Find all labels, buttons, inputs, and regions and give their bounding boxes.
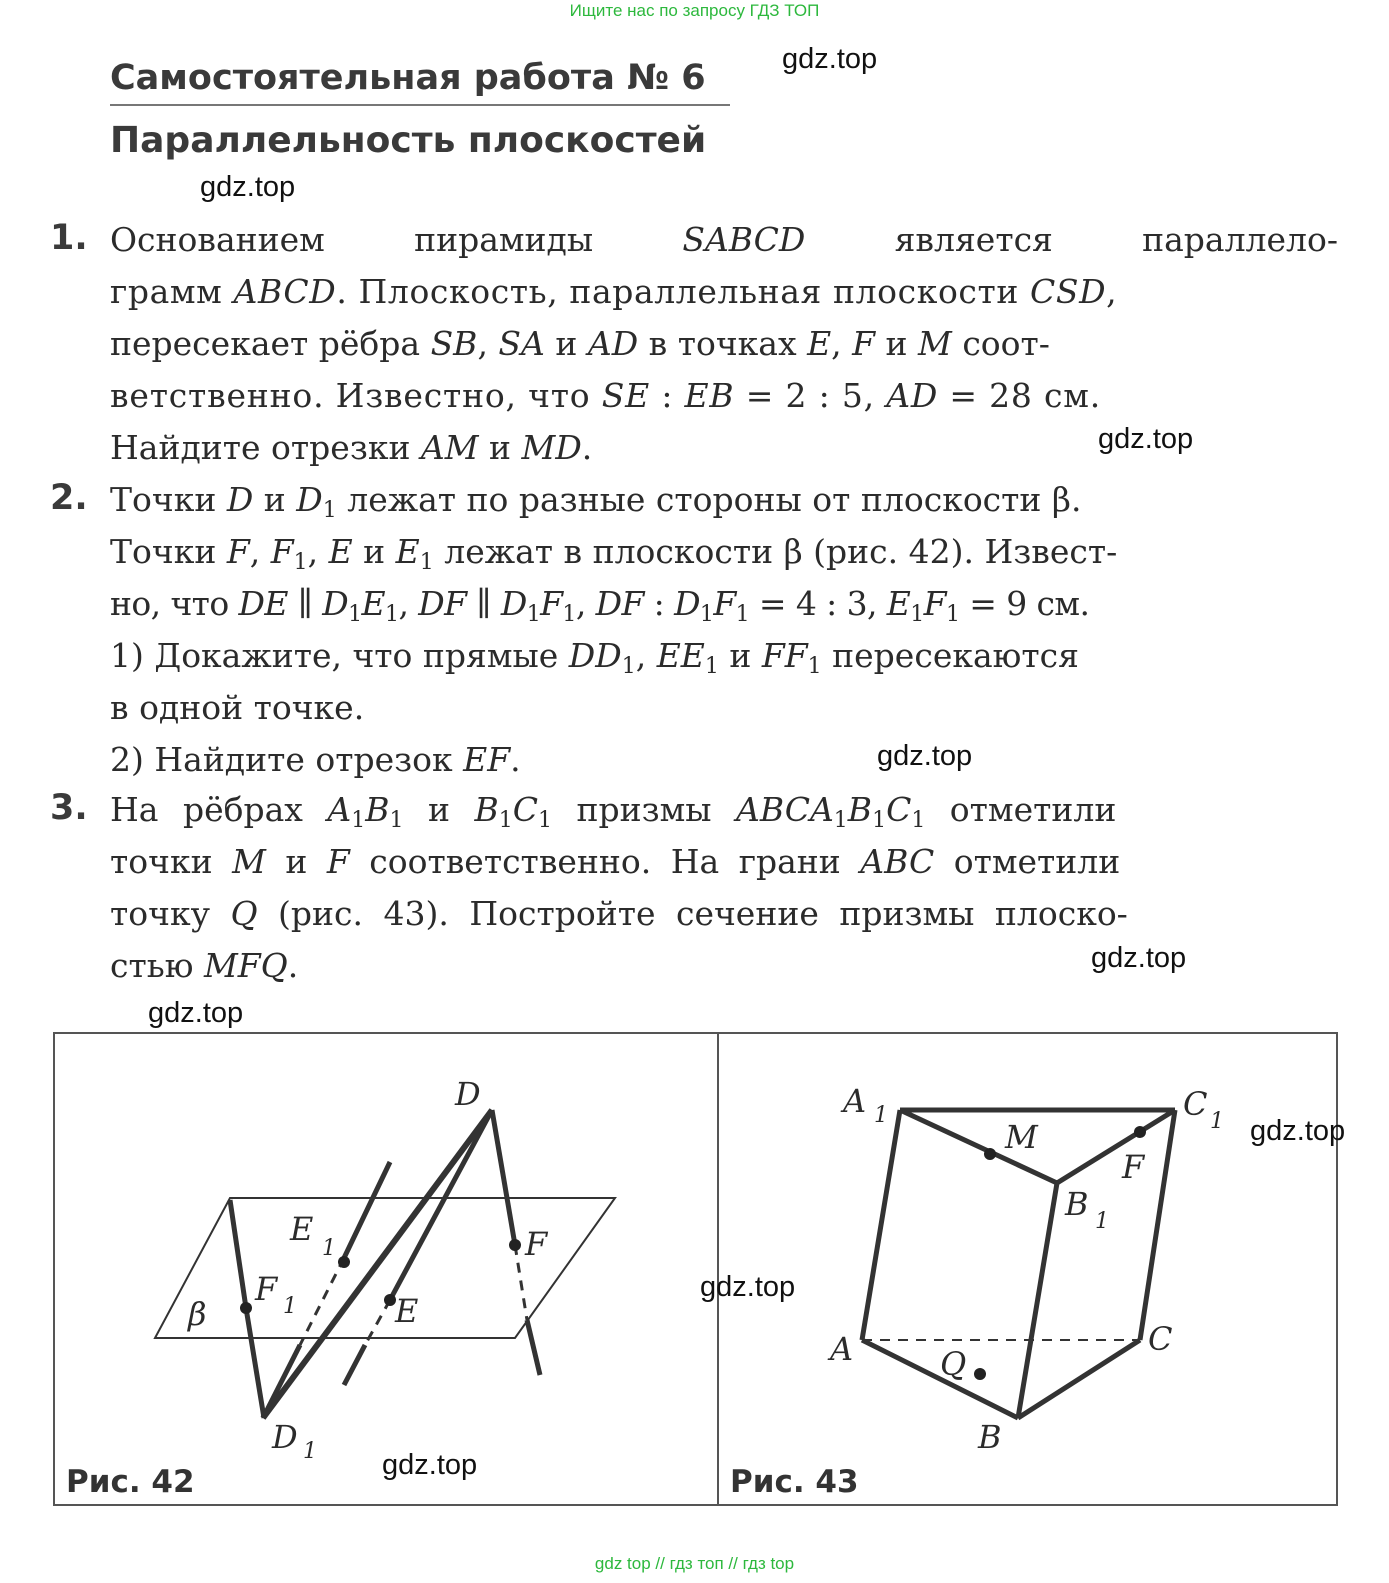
edge-bb1 (1018, 1183, 1057, 1418)
label-c1-sub: 1 (1210, 1109, 1224, 1134)
label-f1-sub: 1 (283, 1294, 297, 1319)
label-d1-sub: 1 (303, 1439, 317, 1464)
task-2-number: 2. (50, 478, 88, 518)
point-e1 (338, 1256, 350, 1268)
point-f-prism (1134, 1126, 1146, 1138)
point-q (974, 1368, 986, 1380)
watermark: gdz.top (1091, 942, 1187, 974)
watermark: gdz.top (382, 1449, 478, 1481)
label-c1: C (1183, 1085, 1208, 1123)
task-1-line-3: пересекает рёбра SB, SA и AD в точках E, F и M соот- (110, 324, 1050, 363)
label-c: C (1148, 1320, 1173, 1358)
line-ee1-upper (344, 1162, 390, 1258)
watermark: gdz.top (200, 171, 296, 203)
label-e: E (395, 1292, 419, 1330)
task-1-number: 1. (50, 218, 88, 258)
watermark: gdz.top (1250, 1115, 1346, 1147)
label-a1-sub: 1 (874, 1103, 888, 1128)
figure-43-caption: Рис. 43 (730, 1464, 859, 1500)
label-b: B (978, 1418, 1002, 1456)
bottom-banner[interactable]: gdz top // гдз топ // гдз top (594, 1554, 795, 1573)
watermark: gdz.top (877, 740, 973, 772)
line-de-upper (390, 1110, 492, 1300)
task-2-line-3: но, что DE ∥ $D_1E_1$, DF ∥ $D_1F_1$, DF : $D_1F_1 = 4$ : 3, $E_1F_1 = 9$ см. (110, 584, 1090, 627)
figure-42-caption: Рис. 42 (66, 1464, 195, 1500)
task-2-line-6: 2) Найдите отрезок EF. (110, 740, 521, 779)
label-f1: F (255, 1270, 278, 1308)
task-3-line-3: точку Q (рис. 43). Постройте сечение призмы плоско- (110, 894, 1128, 933)
edge-aa1 (862, 1110, 900, 1340)
line-ff1-upper (230, 1200, 246, 1308)
figure-43-labels (827, 1082, 1224, 1456)
edge-cc1 (1140, 1110, 1175, 1340)
task-1-line-1: Основанием пирамиды SABCD является параллело- (110, 220, 1339, 259)
label-beta: β (188, 1295, 207, 1333)
point-f1 (240, 1302, 252, 1314)
task-1-line-4: ветственно. Известно, что SE : EB = 2 : 5, AD = 28 см. (110, 376, 1102, 415)
task-1-line-5: Найдите отрезки AM и MD. (110, 428, 593, 467)
edge-bc (1018, 1340, 1140, 1418)
watermark: gdz.top (700, 1271, 796, 1303)
line-ee1-dashed (300, 1258, 344, 1345)
label-m: M (1005, 1118, 1038, 1156)
label-d: D (455, 1075, 481, 1113)
top-banner[interactable]: Ищите нас по запросу ГДЗ ТОП (569, 1, 820, 20)
plane-beta (155, 1198, 615, 1338)
label-a: A (830, 1330, 854, 1368)
task-3-line-2: точки M и F соответственно. На грани ABC отметили (110, 842, 1121, 881)
label-b1: B (1065, 1185, 1089, 1223)
label-d1: D (272, 1418, 298, 1456)
point-m (984, 1148, 996, 1160)
figure-42 (155, 1110, 615, 1418)
task-3-line-4: стью MFQ. (110, 946, 299, 985)
point-f (509, 1239, 521, 1251)
task-2-line-4: 1) Докажите, что прямые $DD_1$, $EE_1$ и $FF_1$ пересекаются (110, 636, 1079, 679)
label-e1: E (290, 1210, 314, 1248)
watermark: gdz.top (148, 997, 244, 1029)
watermark: gdz.top (1098, 423, 1194, 455)
line-d1-to-e (263, 1345, 300, 1418)
label-b1-sub: 1 (1095, 1209, 1109, 1234)
task-3-line-1: На рёбрах $A_1B_1$ и $B_1C_1$ призмы $ABCA_1B_1C_1$ отметили (110, 790, 1117, 833)
task-2-line-5: в одной точке. (110, 688, 365, 727)
label-f: F (1122, 1148, 1145, 1186)
label-q: Q (940, 1345, 967, 1383)
line-ff1-lower (246, 1308, 264, 1418)
page-title: Самостоятельная работа № 6 (110, 58, 706, 98)
line-df-upper (492, 1110, 515, 1245)
segment-dd1 (263, 1110, 492, 1418)
label-f: F (525, 1225, 548, 1263)
task-1-line-2: грамм ABCD. Плоскость, параллельная плоскости CSD, (110, 272, 1118, 311)
page-subtitle: Параллельность плоскостей (110, 120, 707, 161)
task-3-number: 3. (50, 788, 88, 828)
line-df-lower (527, 1320, 540, 1375)
task-2-line-1: Точки D и $D_1$ лежат по разные стороны от плоскости β. (110, 480, 1082, 523)
edge-b1c1 (1057, 1110, 1175, 1183)
watermark: gdz.top (782, 43, 878, 75)
line-de-lower (344, 1345, 365, 1385)
task-2-line-2: Точки F, $F_1$, E и $E_1$ лежат в плоскости β (рис. 42). Извест- (110, 532, 1118, 575)
label-a1: A (843, 1082, 867, 1120)
label-e1-sub: 1 (322, 1236, 336, 1261)
